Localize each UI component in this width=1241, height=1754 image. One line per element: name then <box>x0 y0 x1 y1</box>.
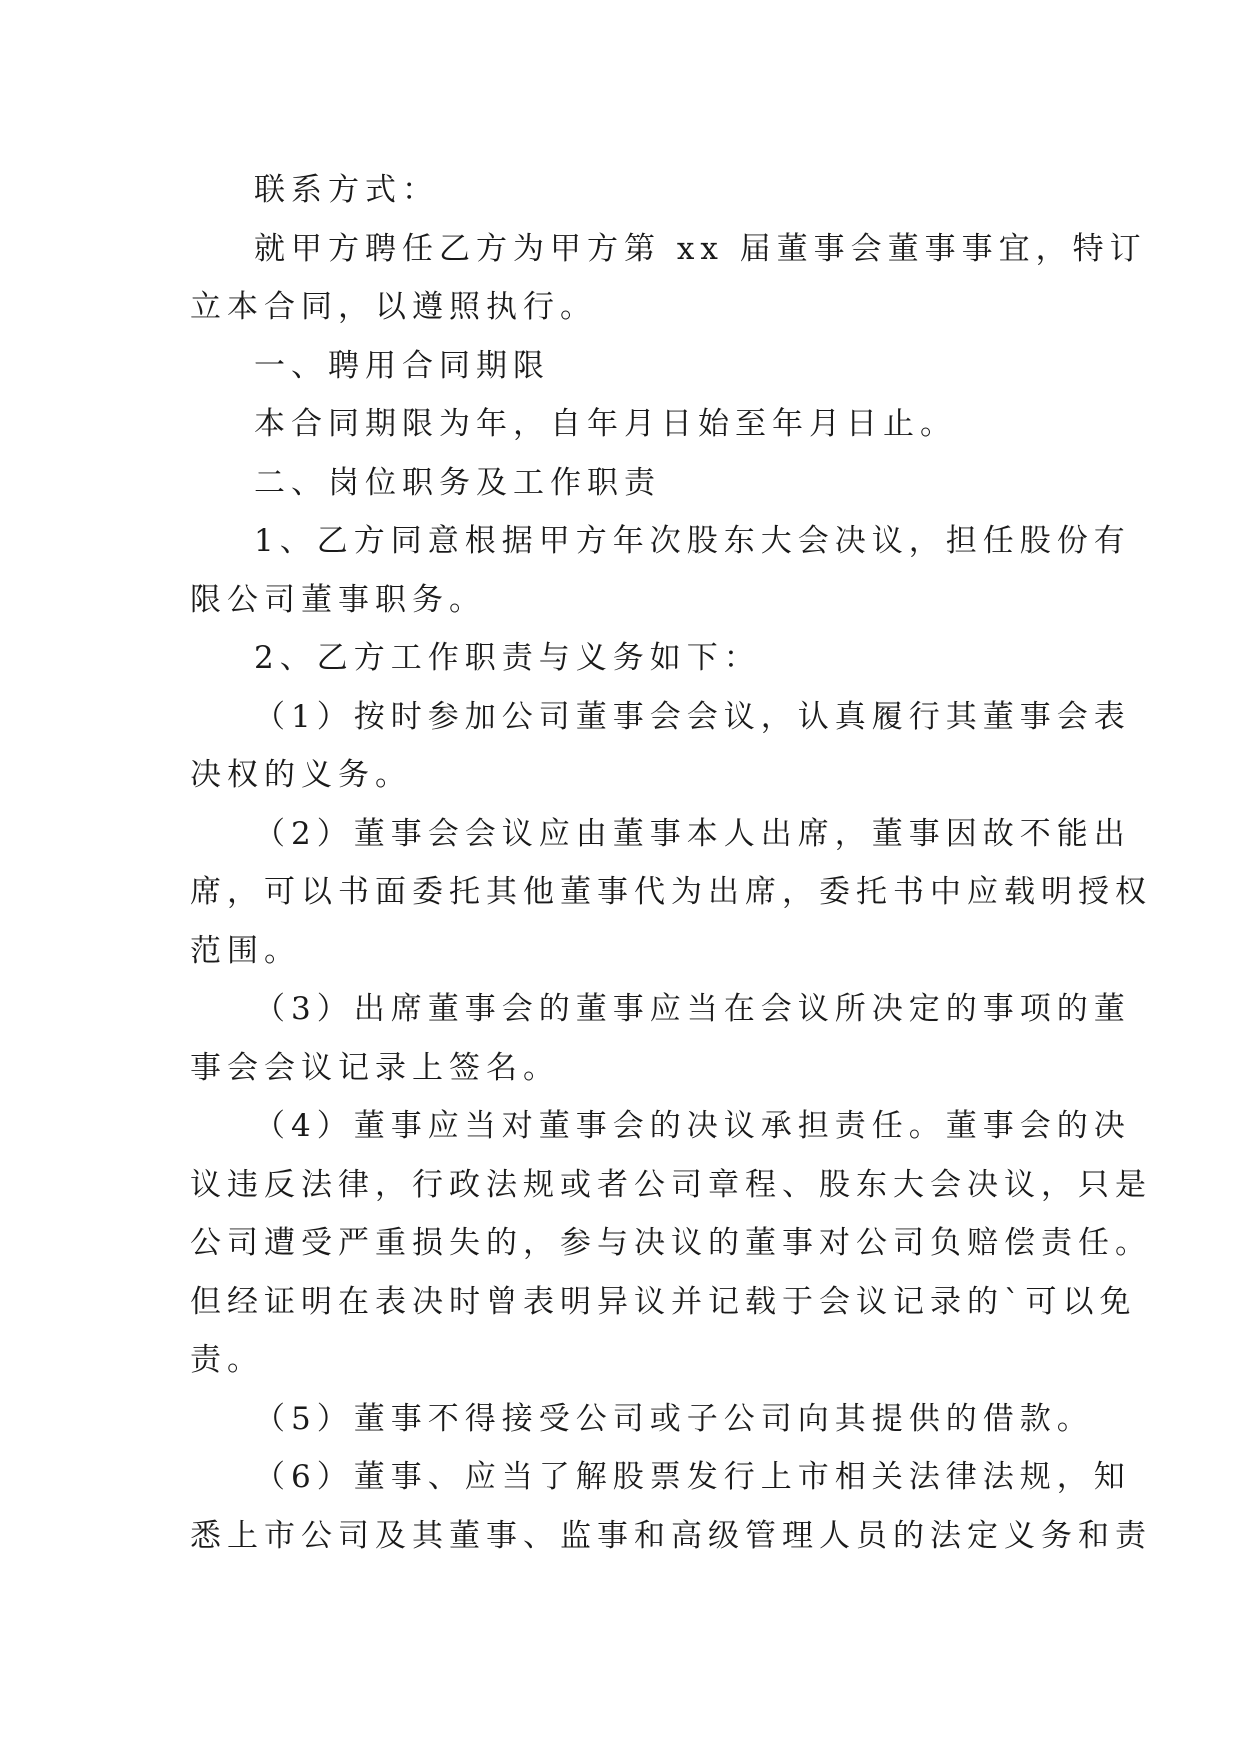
line-item-5: （5）董事不得接受公司或子公司向其提供的借款。 <box>254 1400 1094 1437</box>
line-item-2c: 范围。 <box>190 932 301 969</box>
line-item-2a: （2）董事会会议应由董事本人出席，董事因故不能出 <box>254 815 1131 852</box>
line-item-4b: 议违反法律，行政法规或者公司章程、股东大会决议，只是 <box>190 1166 1152 1203</box>
line-clause-1b: 限公司董事职务。 <box>190 581 486 618</box>
line-item-1b: 决权的义务。 <box>190 757 412 793</box>
line-term: 本合同期限为年，自年月日始至年月日止。 <box>254 406 957 442</box>
line-item-4e: 责。 <box>190 1342 264 1378</box>
section-heading-term: 一、聘用合同期限 <box>254 347 550 384</box>
line-contact: 联系方式： <box>254 172 439 208</box>
line-item-4a: （4）董事应当对董事会的决议承担责任。董事会的决 <box>254 1108 1131 1144</box>
line-item-6a: （6）董事、应当了解股票发行上市相关法律法规，知 <box>254 1459 1131 1495</box>
line-item-3b: 事会会议记录上签名。 <box>190 1049 560 1086</box>
section-heading-duties: 二、岗位职务及工作职责 <box>254 464 661 501</box>
line-clause-1a: 1、乙方同意根据甲方年次股东大会决议，担任股份有 <box>254 523 1131 559</box>
document-body <box>190 161 1152 1565</box>
line-intro-1: 就甲方聘任乙方为甲方第 xx 届董事会董事事宜，特订 <box>254 230 1147 267</box>
line-item-1a: （1）按时参加公司董事会会议，认真履行其董事会表 <box>254 698 1131 735</box>
line-clause-2: 2、乙方工作职责与义务如下： <box>254 640 761 676</box>
line-item-4c: 公司遭受严重损失的，参与决议的董事对公司负赔偿责任。 <box>190 1225 1152 1261</box>
line-item-4d: 但经证明在表决时曾表明异议并记载于会议记录的`可以免 <box>190 1283 1137 1320</box>
line-intro-2: 立本合同，以遵照执行。 <box>190 289 597 325</box>
line-item-2b: 席，可以书面委托其他董事代为出席，委托书中应载明授权 <box>190 874 1152 910</box>
line-item-3a: （3）出席董事会的董事应当在会议所决定的事项的董 <box>254 991 1131 1027</box>
line-item-6b: 悉上市公司及其董事、监事和高级管理人员的法定义务和责 <box>190 1517 1152 1554</box>
